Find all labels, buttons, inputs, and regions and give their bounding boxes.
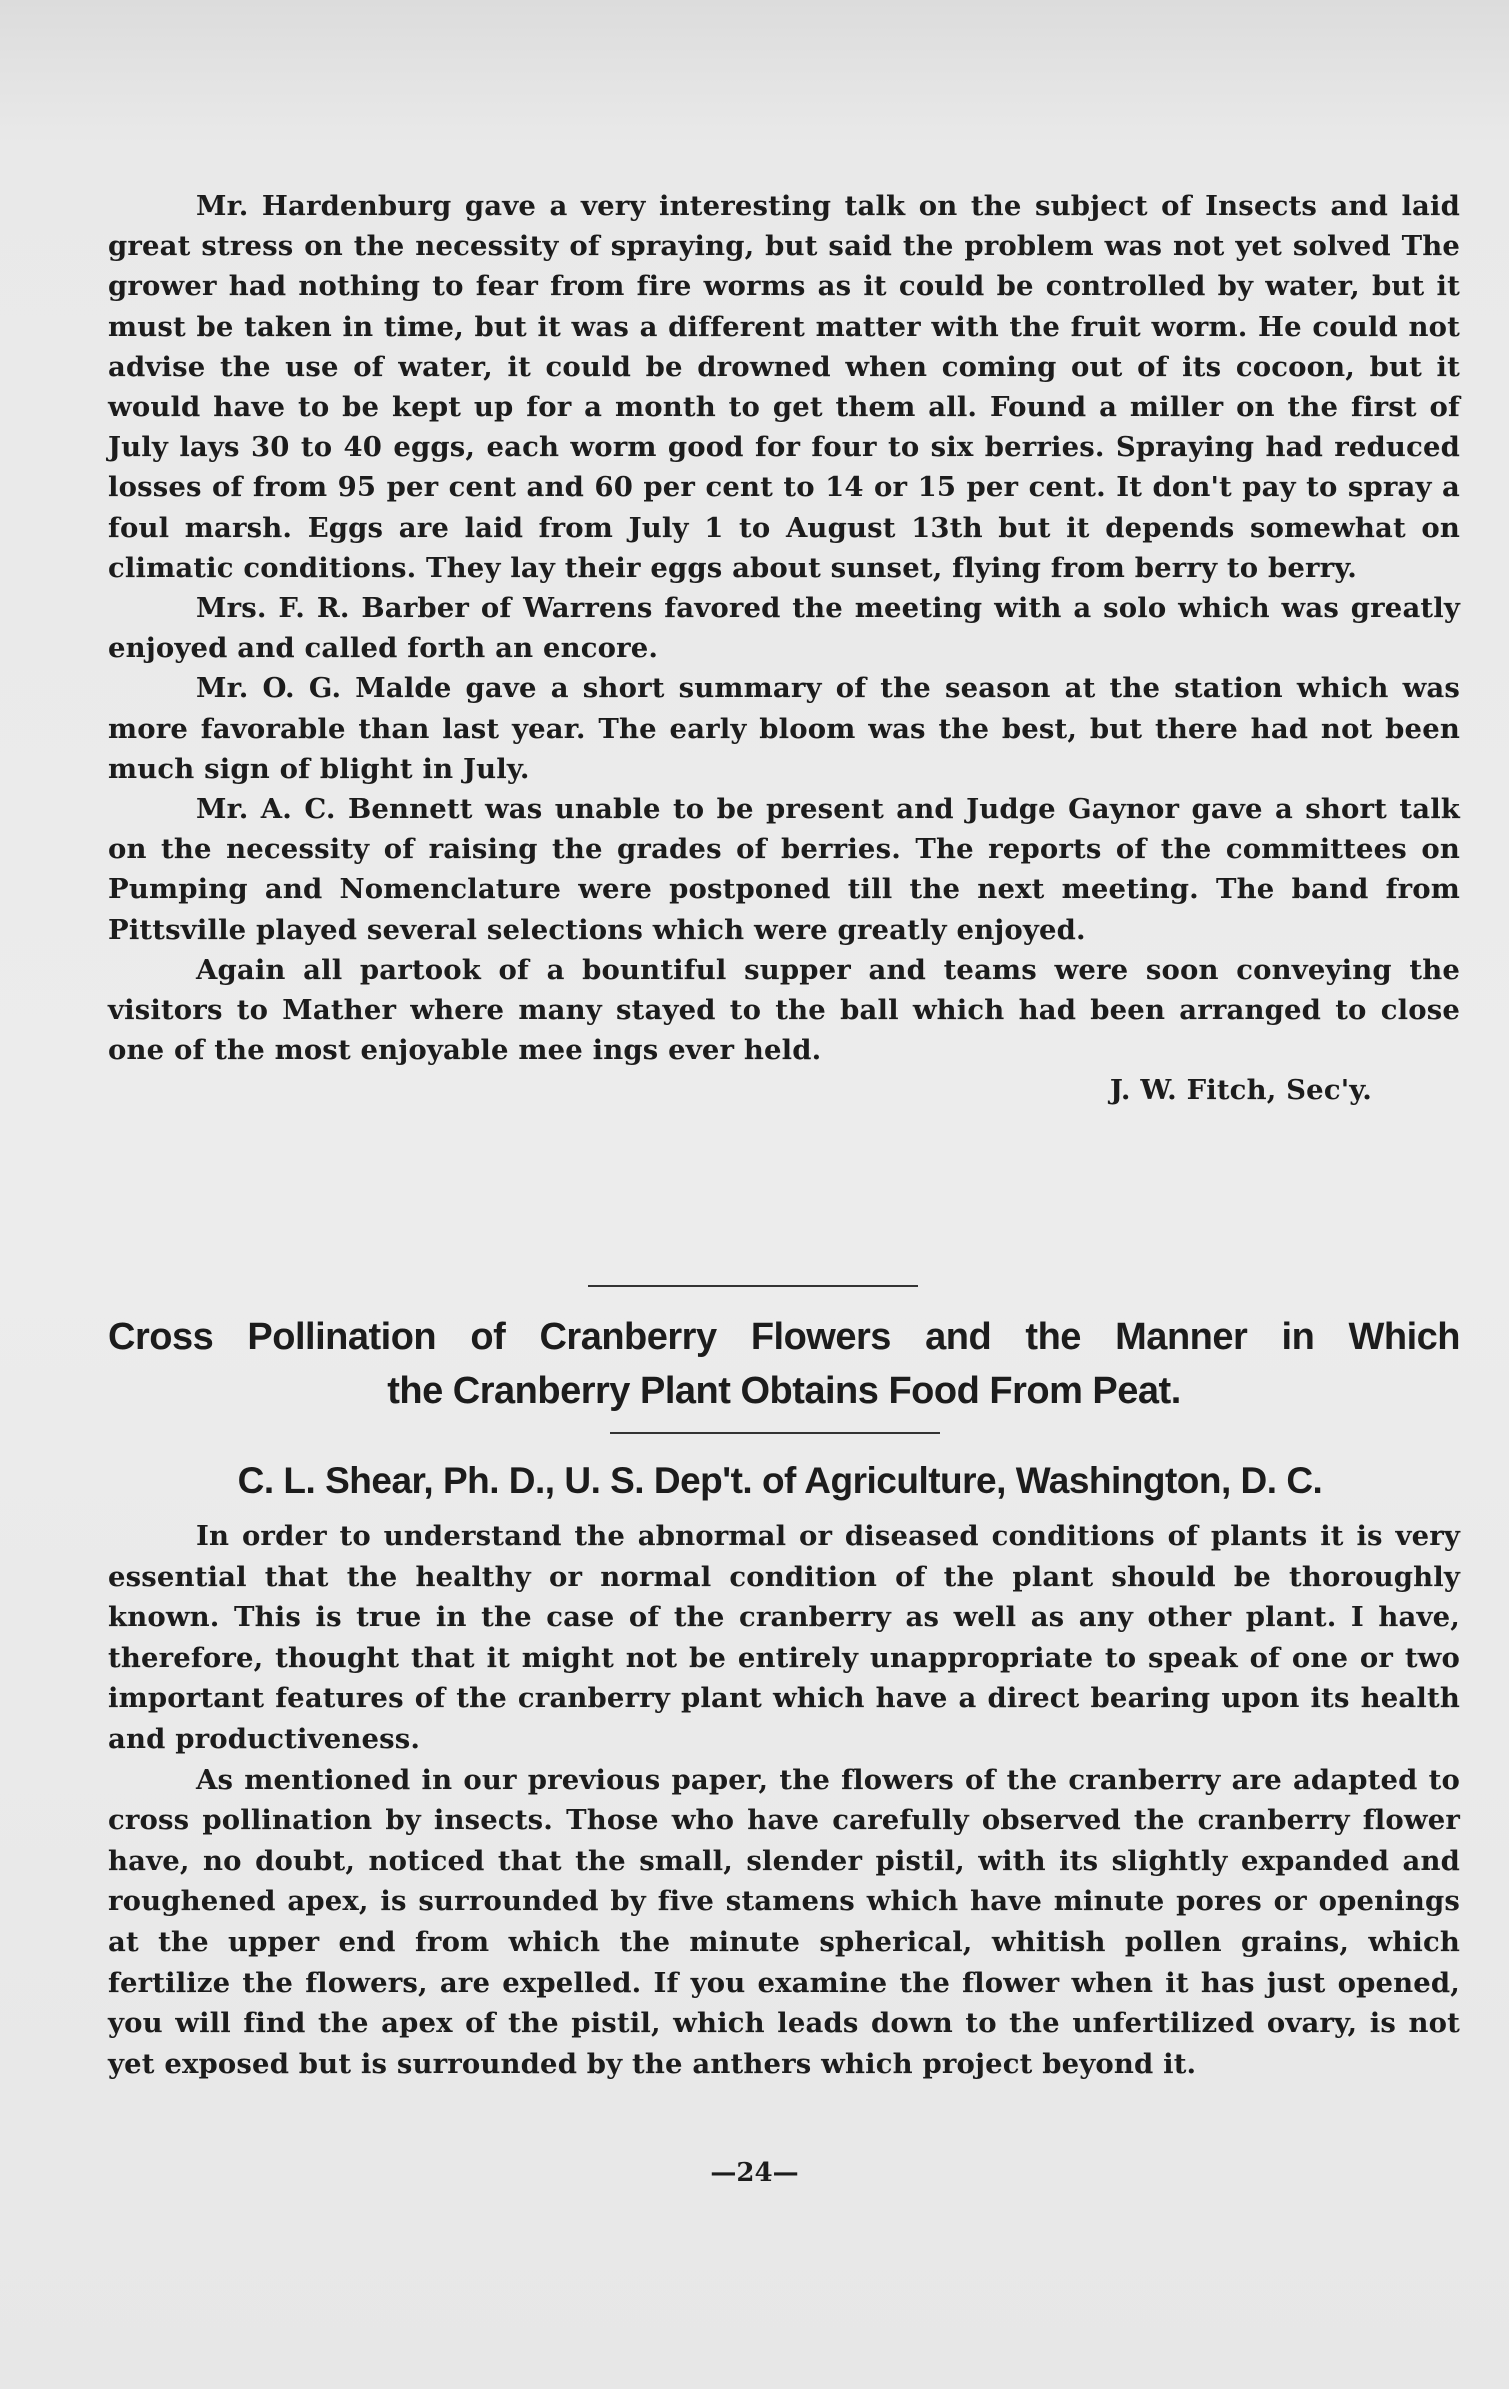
article-body [108, 1516, 1460, 2084]
title-divider [610, 1432, 940, 1434]
page-number: —24— [710, 2158, 799, 2188]
paragraph-pollination: As mentioned in our previous paper, the flowers of the cranberry are adapted to cross pollination by insects. Those who have carefully observed the cranberry flower have, no doubt, noticed that the small, slender pistil, with its slightly expanded and roughened apex, is surrounded by five stamens which have minute pores or openings at the upper end from which the minute spherical, whitish pollen grains, which fertilize the flowers, are expelled. If you examine the flower when it has just opened, you will find the apex of the pistil, which leads down to the unfertilized ovary, is not yet exposed but is surrounded by the anthers which project beyond it. [108, 1763, 1460, 2080]
paragraph-malde: Mr. O. G. Malde gave a short summary of the season at the station which was more favorable than last year. The early bloom was the best, but there had not been much sign of blight in July. [108, 672, 1460, 785]
paragraph-intro: In order to understand the abnormal or diseased conditions of plants it is very essential that the healthy or normal condition of the plant should be thoroughly known. This is true in the case of the cranberry as well as any other plant. I have, therefore, thought that it might not be entirely unappropriate to speak of one or two important features of the cranberry plant which have a direct bearing upon its health and productiveness. [108, 1520, 1460, 1755]
article-title [108, 1310, 1460, 1418]
article-title-line-2: the Cranberry Plant Obtains Food From Peat. [387, 1370, 1181, 1412]
meeting-report [108, 186, 1460, 1111]
paragraph-bennett: Mr. A. C. Bennett was unable to be present and Judge Gaynor gave a short talk on the necessity of raising the grades of berries. The reports of the committees on Pumping and Nomenclature were postponed till the next meeting. The band from Pittsville played several selections which were greatly enjoyed. [108, 793, 1460, 946]
paragraph-barber: Mrs. F. R. Barber of Warrens favored the meeting with a solo which was greatly enjoyed and called forth an encore. [108, 592, 1460, 665]
paragraph-hardenburg: Mr. Hardenburg gave a very interesting talk on the subject of Insects and laid great stress on the necessity of spraying, but said the problem was not yet solved The grower had nothing to fear from fire worms as it could be controlled by water, but it must be taken in time, but it was a different matter with the fruit worm. He could not advise the use of water, it could be drowned when coming out of its cocoon, but it would have to be kept up for a month to get them all. Found a miller on the first of July lays 30 to 40 eggs, each worm good for four to six berries. Spraying had reduced losses of from 95 per cent and 60 per cent to 14 or 15 per cent. It don't pay to spray a foul marsh. Eggs are laid from July 1 to August 13th but it depends somewhat on climatic conditions. They lay their eggs about sunset, flying from berry to berry. [108, 190, 1460, 584]
article-title-line-1: Cross Pollination of Cranberry Flowers and the Manner in Which [108, 1316, 1460, 1358]
article-author: C. L. Shear, Ph. D., U. S. Dep't. of Agriculture, Washington, D. C. [237, 1460, 1323, 1501]
paragraph-supper: Again all partook of a bountiful supper and teams were soon conveying the visitors to Mather where many stayed to the ball which had been arranged to close one of the most enjoyable mee ings ever held. [108, 953, 1460, 1067]
secretary-signature: J. W. Fitch, Sec'y. [1109, 1074, 1372, 1107]
section-divider [588, 1285, 918, 1287]
